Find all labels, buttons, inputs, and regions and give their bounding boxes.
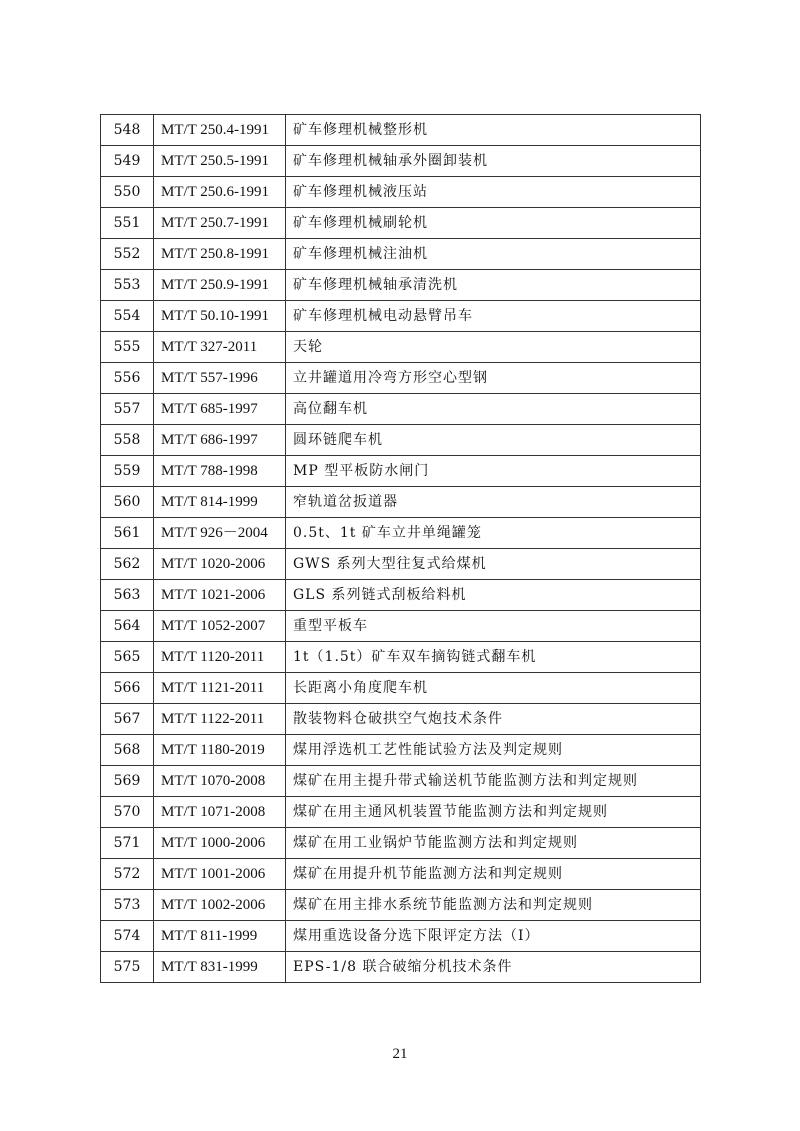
row-number-cell: 548 xyxy=(101,115,154,146)
row-number-cell: 552 xyxy=(101,239,154,270)
standard-name-cell: 窄轨道岔扳道器 xyxy=(286,487,701,518)
row-number-cell: 553 xyxy=(101,270,154,301)
standard-code-cell: MT/T 1122-2011 xyxy=(154,704,286,735)
standard-code-cell: MT/T 1052-2007 xyxy=(154,611,286,642)
row-number-cell: 569 xyxy=(101,766,154,797)
row-number-cell: 567 xyxy=(101,704,154,735)
row-number-cell: 566 xyxy=(101,673,154,704)
standard-code-cell: MT/T 1120-2011 xyxy=(154,642,286,673)
row-number-cell: 570 xyxy=(101,797,154,828)
table-row xyxy=(101,208,701,239)
standard-name-cell: EPS-1/8 联合破缩分机技术条件 xyxy=(286,952,701,983)
table-row xyxy=(101,425,701,456)
row-number-cell: 574 xyxy=(101,921,154,952)
row-number-cell: 575 xyxy=(101,952,154,983)
table-row xyxy=(101,115,701,146)
row-number-cell: 568 xyxy=(101,735,154,766)
standard-code-cell: MT/T 250.7-1991 xyxy=(154,208,286,239)
table-row xyxy=(101,270,701,301)
standard-code-cell: MT/T 811-1999 xyxy=(154,921,286,952)
standard-name-cell: 矿车修理机械注油机 xyxy=(286,239,701,270)
standard-code-cell: MT/T 831-1999 xyxy=(154,952,286,983)
table-row xyxy=(101,859,701,890)
table-row xyxy=(101,332,701,363)
standard-name-cell: 煤矿在用提升机节能监测方法和判定规则 xyxy=(286,859,701,890)
row-number-cell: 556 xyxy=(101,363,154,394)
table-row xyxy=(101,518,701,549)
standard-name-cell: 立井罐道用冷弯方形空心型钢 xyxy=(286,363,701,394)
standard-code-cell: MT/T 926－2004 xyxy=(154,518,286,549)
standard-code-cell: MT/T 50.10-1991 xyxy=(154,301,286,332)
standard-name-cell: GWS 系列大型往复式给煤机 xyxy=(286,549,701,580)
row-number-cell: 558 xyxy=(101,425,154,456)
table-row xyxy=(101,177,701,208)
table-row xyxy=(101,642,701,673)
standard-name-cell: 天轮 xyxy=(286,332,701,363)
standard-name-cell: 矿车修理机械刷轮机 xyxy=(286,208,701,239)
table-row xyxy=(101,456,701,487)
table-row xyxy=(101,487,701,518)
table-row xyxy=(101,704,701,735)
standard-code-cell: MT/T 1180-2019 xyxy=(154,735,286,766)
standard-code-cell: MT/T 685-1997 xyxy=(154,394,286,425)
standard-code-cell: MT/T 1000-2006 xyxy=(154,828,286,859)
row-number-cell: 571 xyxy=(101,828,154,859)
row-number-cell: 561 xyxy=(101,518,154,549)
row-number-cell: 560 xyxy=(101,487,154,518)
standard-code-cell: MT/T 1121-2011 xyxy=(154,673,286,704)
row-number-cell: 555 xyxy=(101,332,154,363)
row-number-cell: 554 xyxy=(101,301,154,332)
standard-name-cell: 矿车修理机械轴承清洗机 xyxy=(286,270,701,301)
standard-code-cell: MT/T 686-1997 xyxy=(154,425,286,456)
table-row xyxy=(101,921,701,952)
table-row xyxy=(101,580,701,611)
standard-code-cell: MT/T 250.6-1991 xyxy=(154,177,286,208)
row-number-cell: 573 xyxy=(101,890,154,921)
table-row xyxy=(101,735,701,766)
standard-code-cell: MT/T 250.4-1991 xyxy=(154,115,286,146)
standard-name-cell: 煤用重选设备分选下限评定方法（I） xyxy=(286,921,701,952)
table-row xyxy=(101,673,701,704)
row-number-cell: 550 xyxy=(101,177,154,208)
row-number-cell: 551 xyxy=(101,208,154,239)
table-row xyxy=(101,890,701,921)
table-row xyxy=(101,611,701,642)
table-row xyxy=(101,549,701,580)
standard-code-cell: MT/T 1002-2006 xyxy=(154,890,286,921)
standard-name-cell: 高位翻车机 xyxy=(286,394,701,425)
standards-table-body xyxy=(101,115,701,983)
row-number-cell: 565 xyxy=(101,642,154,673)
standard-name-cell: GLS 系列链式刮板给料机 xyxy=(286,580,701,611)
standard-code-cell: MT/T 1020-2006 xyxy=(154,549,286,580)
standards-table xyxy=(100,114,701,983)
page-number: 21 xyxy=(392,1046,408,1062)
standard-code-cell: MT/T 814-1999 xyxy=(154,487,286,518)
standard-code-cell: MT/T 1070-2008 xyxy=(154,766,286,797)
standard-name-cell: 煤矿在用主排水系统节能监测方法和判定规则 xyxy=(286,890,701,921)
standard-name-cell: 矿车修理机械轴承外圈卸装机 xyxy=(286,146,701,177)
standard-code-cell: MT/T 327-2011 xyxy=(154,332,286,363)
standard-name-cell: 煤矿在用主通风机装置节能监测方法和判定规则 xyxy=(286,797,701,828)
standard-code-cell: MT/T 557-1996 xyxy=(154,363,286,394)
table-row xyxy=(101,797,701,828)
standard-name-cell: 煤矿在用主提升带式输送机节能监测方法和判定规则 xyxy=(286,766,701,797)
standard-name-cell: 矿车修理机械电动悬臂吊车 xyxy=(286,301,701,332)
table-row xyxy=(101,363,701,394)
table-row xyxy=(101,952,701,983)
standard-name-cell: 矿车修理机械整形机 xyxy=(286,115,701,146)
table-row xyxy=(101,239,701,270)
standard-name-cell: MP 型平板防水闸门 xyxy=(286,456,701,487)
standard-code-cell: MT/T 250.9-1991 xyxy=(154,270,286,301)
standard-code-cell: MT/T 788-1998 xyxy=(154,456,286,487)
standard-name-cell: 散装物料仓破拱空气炮技术条件 xyxy=(286,704,701,735)
table-row xyxy=(101,301,701,332)
standard-name-cell: 1t（1.5t）矿车双车摘钩链式翻车机 xyxy=(286,642,701,673)
row-number-cell: 549 xyxy=(101,146,154,177)
table-row xyxy=(101,828,701,859)
row-number-cell: 564 xyxy=(101,611,154,642)
table-row xyxy=(101,766,701,797)
standard-name-cell: 矿车修理机械液压站 xyxy=(286,177,701,208)
row-number-cell: 562 xyxy=(101,549,154,580)
row-number-cell: 559 xyxy=(101,456,154,487)
standard-name-cell: 重型平板车 xyxy=(286,611,701,642)
row-number-cell: 563 xyxy=(101,580,154,611)
standard-code-cell: MT/T 250.5-1991 xyxy=(154,146,286,177)
standard-code-cell: MT/T 1071-2008 xyxy=(154,797,286,828)
table-row xyxy=(101,146,701,177)
table-row xyxy=(101,394,701,425)
standard-name-cell: 煤用浮选机工艺性能试验方法及判定规则 xyxy=(286,735,701,766)
standard-name-cell: 长距离小角度爬车机 xyxy=(286,673,701,704)
standard-name-cell: 圆环链爬车机 xyxy=(286,425,701,456)
row-number-cell: 572 xyxy=(101,859,154,890)
standard-name-cell: 0.5t、1t 矿车立井单绳罐笼 xyxy=(286,518,701,549)
standard-name-cell: 煤矿在用工业锅炉节能监测方法和判定规则 xyxy=(286,828,701,859)
standard-code-cell: MT/T 1021-2006 xyxy=(154,580,286,611)
standard-code-cell: MT/T 1001-2006 xyxy=(154,859,286,890)
standard-code-cell: MT/T 250.8-1991 xyxy=(154,239,286,270)
row-number-cell: 557 xyxy=(101,394,154,425)
